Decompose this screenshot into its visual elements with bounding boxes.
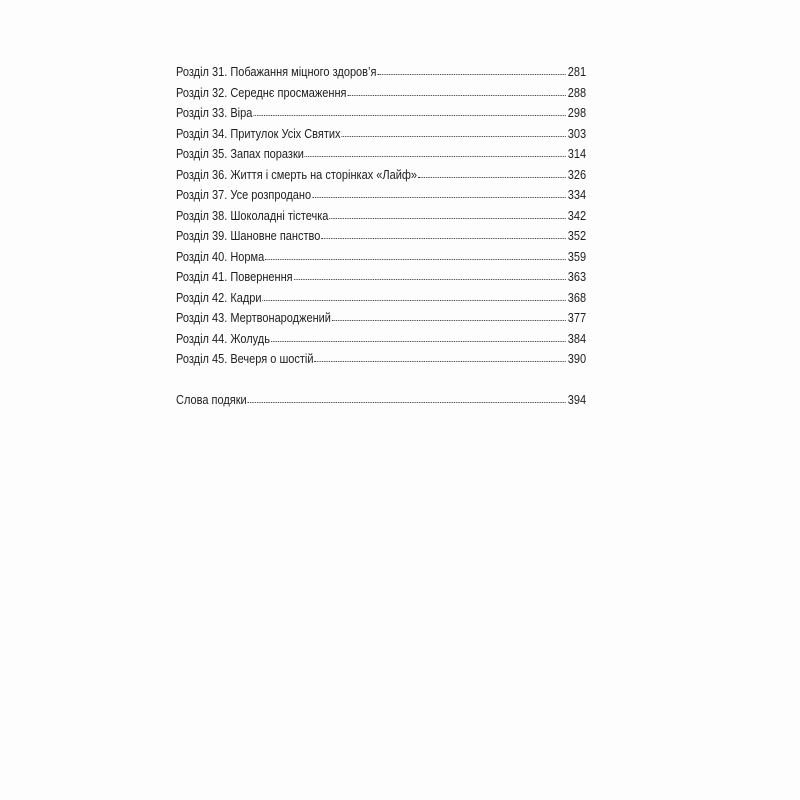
toc-entry-title: Розділ 33. Віра — [176, 106, 253, 120]
toc-entry-page: 359 — [567, 249, 587, 264]
dot-leader — [329, 208, 566, 220]
dot-leader — [305, 146, 566, 158]
dot-leader — [253, 105, 566, 117]
toc-entry-title: Слова подяки — [176, 392, 247, 407]
toc-entry-title: Розділ 38. Шоколадні тістечка — [176, 208, 329, 223]
dot-leader — [248, 392, 566, 404]
toc-entry-page: 314 — [567, 147, 587, 161]
toc-entry-title: Розділ 31. Побажання міцного здоров’я — [176, 65, 377, 79]
toc-entry-page: 352 — [567, 229, 587, 243]
toc-entry-title: Розділ 36. Життя і смерть на сторінках «Лайф» — [176, 167, 418, 182]
toc-entry-page: 368 — [567, 290, 587, 305]
section-gap — [176, 370, 586, 390]
toc-entry-chapter-35 — [176, 144, 586, 165]
dot-leader — [265, 249, 566, 261]
dot-leader — [312, 187, 566, 199]
dot-leader — [347, 85, 565, 97]
toc-entry-chapter-38 — [176, 206, 586, 227]
toc-entry-page: 288 — [567, 85, 587, 100]
dot-leader — [418, 167, 566, 179]
toc-entry-page: 326 — [567, 167, 587, 182]
toc-entry-chapter-40 — [176, 247, 586, 268]
toc-entry-title: Розділ 35. Запах поразки — [176, 147, 304, 161]
toc-entry-title: Розділ 40. Норма — [176, 249, 265, 264]
toc-entry-page: 377 — [567, 311, 587, 325]
toc-entry-page: 303 — [567, 126, 587, 141]
toc-entry-acknowledgements — [176, 390, 586, 411]
toc-entry-page: 394 — [567, 392, 587, 407]
toc-entry-chapter-33 — [176, 103, 586, 124]
toc-entry-title: Розділ 37. Усе розпродано — [176, 188, 312, 202]
toc-entry-chapter-44 — [176, 329, 586, 350]
toc-entry-title: Розділ 34. Притулок Усіх Святих — [176, 126, 341, 141]
dot-leader — [271, 331, 566, 343]
toc-entry-chapter-36 — [176, 165, 586, 186]
table-of-contents — [176, 62, 586, 410]
toc-entry-title: Розділ 42. Кадри — [176, 290, 262, 305]
toc-entry-title: Розділ 32. Середнє просмаження — [176, 85, 347, 100]
dot-leader — [377, 64, 566, 76]
toc-entry-page: 298 — [567, 106, 587, 120]
toc-entry-chapter-34 — [176, 124, 586, 145]
toc-entry-title: Розділ 43. Мертвонароджений — [176, 311, 331, 325]
toc-entry-page: 384 — [567, 331, 587, 346]
toc-entry-chapter-31 — [176, 62, 586, 83]
toc-entry-page: 390 — [567, 352, 587, 366]
toc-entry-title: Розділ 39. Шановне панство — [176, 229, 321, 243]
toc-entry-title: Розділ 44. Жолудь — [176, 331, 270, 346]
toc-entry-page: 281 — [567, 65, 587, 79]
dot-leader — [341, 126, 565, 138]
toc-entry-chapter-39 — [176, 226, 586, 247]
dot-leader — [332, 310, 566, 322]
toc-entry-page: 334 — [567, 188, 587, 202]
toc-entry-chapter-45 — [176, 349, 586, 370]
dot-leader — [314, 351, 565, 363]
toc-entry-chapter-42 — [176, 288, 586, 309]
dot-leader — [262, 290, 565, 302]
toc-entry-page: 342 — [567, 208, 587, 223]
toc-entry-chapter-41 — [176, 267, 586, 288]
toc-entry-page: 363 — [567, 270, 587, 284]
toc-entry-title: Розділ 45. Вечеря о шостій — [176, 352, 314, 366]
toc-entry-title: Розділ 41. Повернення — [176, 270, 293, 284]
toc-entry-chapter-37 — [176, 185, 586, 206]
toc-entry-chapter-32 — [176, 83, 586, 104]
dot-leader — [293, 269, 565, 281]
toc-entry-chapter-43 — [176, 308, 586, 329]
dot-leader — [321, 228, 566, 240]
